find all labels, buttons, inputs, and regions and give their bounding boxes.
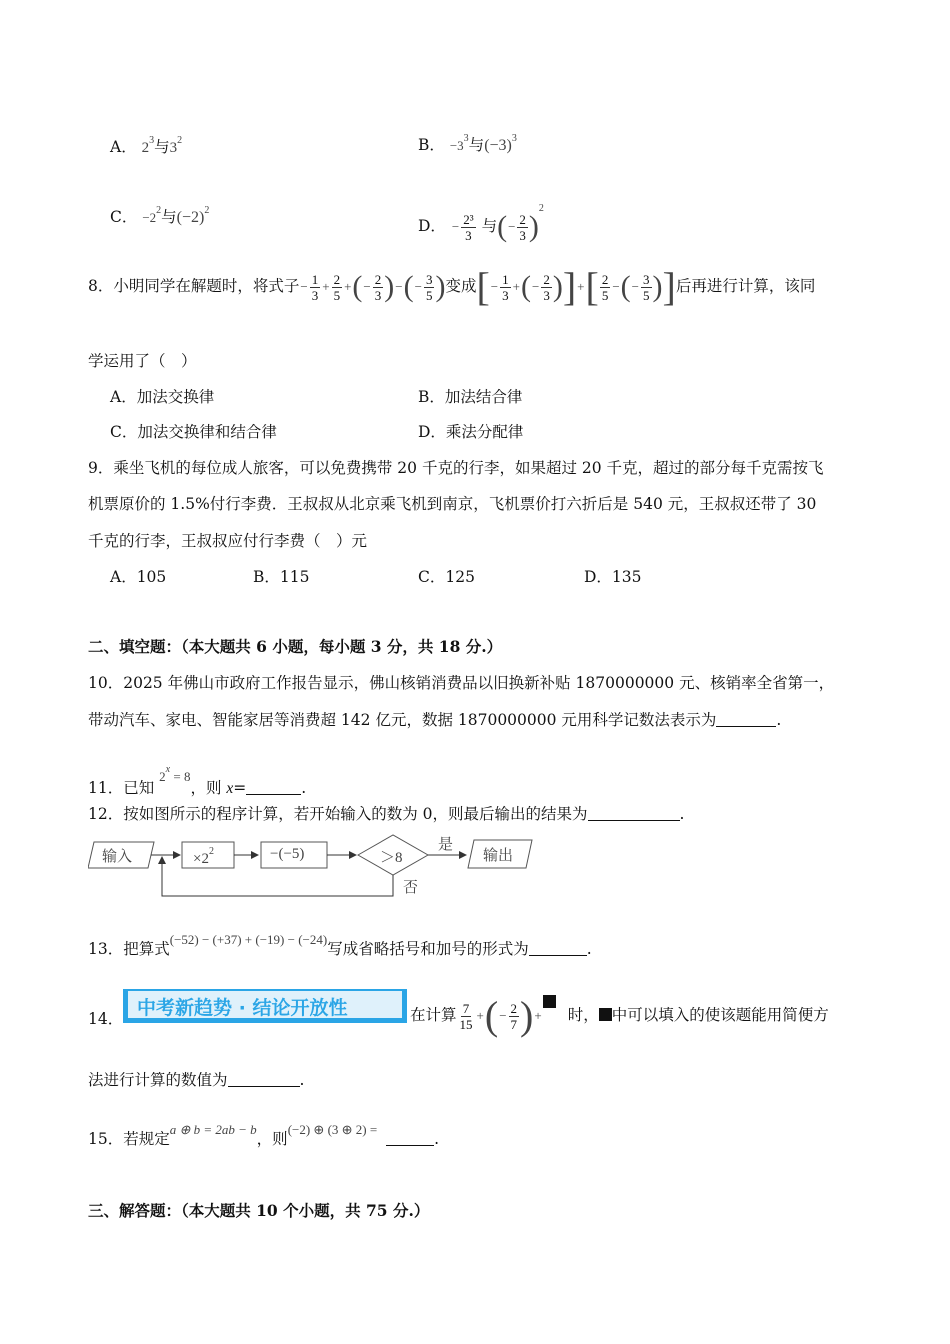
q7-option-b: B． $-3^3$与$(-3)^3$: [418, 133, 517, 154]
q13-line: 13．把算式$^{(-52) - (+37) + (-19) - (-24)}$写成省略括号和加号的形式为 .: [88, 932, 592, 958]
q8-option-a: A．加法交换律: [110, 388, 215, 406]
q8-option-c: C．加法交换律和结合律: [110, 423, 277, 441]
q15-line: 15．若规定$^{a \oplus b = 2ab - b}$，则$^{(-2) \oplus (3 \oplus 2) =}$ .: [88, 1122, 440, 1148]
flow-yes-label: 是: [438, 837, 454, 853]
q10-line-1: 10．2025 年佛山市政府工作报告显示，佛山核销消费品以旧换新补贴 1870000000 元、核销率全省第一，: [88, 674, 835, 692]
flow-subtract-label: −(−5): [270, 846, 305, 862]
q11-answer-blank[interactable]: [246, 778, 301, 795]
flow-input-label: 输入: [102, 849, 133, 865]
q14-line-1: 在计算 $\frac{7}{15}$ +(− $\frac{2}{7}$ )+ 时， 中可以填入的使该题能用简便方: [410, 993, 829, 1038]
q7-option-d: D． − $\frac{\text{2³}}{3}$ 与(− $\frac{2}{3}$ )$^2$: [418, 203, 544, 243]
q9-option-c: C．125: [418, 568, 475, 586]
black-square-icon: [543, 995, 556, 1008]
q14-line-2: 法进行计算的数值为 .: [88, 1071, 305, 1089]
black-square-icon: [599, 1008, 612, 1021]
q12-flowchart: [88, 832, 548, 900]
q9-line-3: 千克的行李，王叔叔应付行李费（ ）元: [88, 532, 368, 550]
q9-option-d: D．135: [584, 568, 642, 586]
q8-line-1: 8．小明同学在解题时，将式子− $\frac{1}{3}$ + $\frac{2}{5}$ +(− $\frac{2}{3}$ )−(− $\frac{3}{5}$ )变成[− $\frac{1}{3}$ +(− $\frac{2}{3}$ )]+[ $\frac{2}{5}$ −(− $\frac{3}{5}$ )]后再进行计算，该同: [88, 264, 816, 309]
flow-condition-label: ＞8: [380, 850, 403, 866]
q9-line-1: 9．乘坐飞机的每位成人旅客，可以免费携带 20 千克的行李，如果超过 20 千克，超过的部分每千克需按飞: [88, 459, 824, 477]
q11-line: 11．已知 $^{2^x = 8}$，则 x= .: [88, 764, 307, 797]
q7-option-c: C． $-2^2$与$(-2)^2$: [110, 205, 210, 226]
q14-answer-blank[interactable]: [228, 1070, 300, 1087]
q15-answer-blank[interactable]: [386, 1129, 434, 1146]
q9-option-b: B．115: [253, 568, 310, 586]
q8-option-b: B．加法结合律: [418, 388, 523, 406]
flow-no-label: 否: [403, 880, 419, 896]
q12-line: 12．按如图所示的程序计算，若开始输入的数为 0，则最后输出的结果为 .: [88, 805, 685, 823]
q8-line-2: 学运用了（ ）: [88, 352, 197, 370]
q8-option-d: D．乘法分配律: [418, 423, 524, 441]
q10-line-2: 带动汽车、家电、智能家居等消费超 142 亿元，数据 1870000000 元用科学记数法表示为 .: [88, 711, 782, 729]
section-2-heading: 二、填空题：（本大题共 6 小题，每小题 3 分，共 18 分.）: [88, 637, 503, 656]
trend-badge-text: 中考新趋势 · 结论开放性: [137, 997, 348, 1019]
q9-line-2: 机票原价的 1.5%付行李费．王叔叔从北京乘飞机到南京，飞机票价打六折后是 540 元，王叔叔还带了 30: [88, 495, 817, 513]
q12-answer-blank[interactable]: [588, 804, 680, 821]
q13-answer-blank[interactable]: [529, 939, 587, 956]
q10-answer-blank[interactable]: [716, 710, 776, 727]
flow-multiply-label: $\times 2^2$: [193, 846, 214, 867]
trend-badge: [123, 988, 407, 1024]
q14-number: 14．: [88, 1010, 124, 1028]
flowchart-svg: [88, 832, 548, 900]
q9-option-a: A．105: [110, 568, 167, 586]
section-3-heading: 三、解答题：（本大题共 10 个小题，共 75 分.）: [88, 1201, 430, 1220]
q7-option-a: A． $2^3$与$3^2$: [110, 135, 183, 156]
flow-output-label: 输出: [483, 848, 514, 864]
